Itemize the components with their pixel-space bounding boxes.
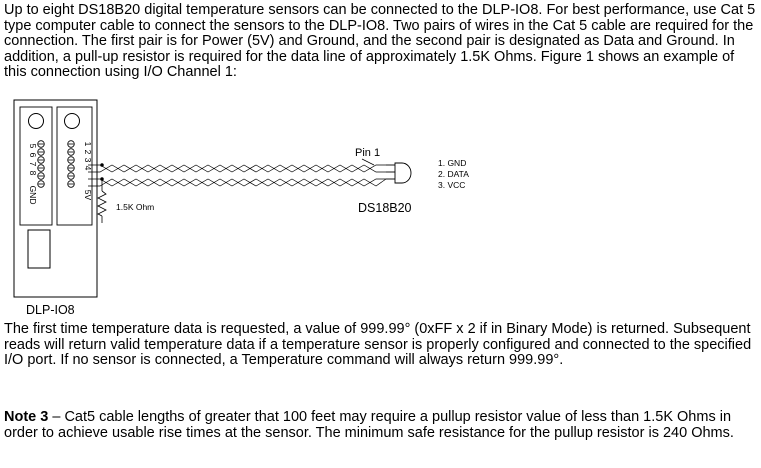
pin-label-4: 4 <box>83 165 93 171</box>
pin-label-5v: 5V <box>83 189 93 201</box>
mounting-hole-left <box>29 114 44 129</box>
pin-label-2: 2 <box>83 149 93 155</box>
ds18b20-sensor <box>386 163 411 183</box>
pin-label-3: 3 <box>83 157 93 163</box>
pin1-label: Pin 1 <box>355 147 381 159</box>
pin-label-gnd: GND <box>28 185 38 205</box>
board-label: DLP-IO8 <box>26 303 75 317</box>
pinout-data: 2. DATA <box>438 169 469 179</box>
pin-labels-left <box>28 144 38 205</box>
note-text: – Cat5 cable lengths of greater that 100 feet may require a pullup resistor value of less than 1.5K Ohms in order to achieve usable rise times at the sensor. The minimum safe resistance for the pullup resistor is 240 Ohms. <box>4 409 734 441</box>
pullup-resistor <box>98 179 106 223</box>
terminal-screws-right <box>68 141 75 188</box>
pin-label-5: 5 <box>28 143 38 149</box>
pin-labels-right <box>83 142 93 201</box>
pin-label-1: 1 <box>83 141 93 147</box>
pin1-pointer <box>362 159 374 165</box>
pinout-vcc: 3. VCC <box>438 180 466 190</box>
mounting-hole-right <box>65 114 80 129</box>
chip <box>28 230 50 268</box>
sensor-pinout <box>438 158 469 190</box>
pin-label-6: 6 <box>28 152 38 158</box>
note-paragraph <box>4 410 760 441</box>
temperature-read-paragraph: The first time temperature data is requested, a value of 999.99° (0xFF x 2 if in Binary Mode) is returned. Subsequent reads will return valid temperature data if a temperature sensor is properly configured and connected to the specified I/O port. If no sensor is connected, a Temperature command will always return 999.99°. <box>4 321 752 369</box>
resistor-label: 1.5K Ohm <box>116 202 155 212</box>
twisted-pair-cable <box>88 164 386 186</box>
pin-label-7: 7 <box>28 161 38 167</box>
figure-1-wiring-diagram <box>0 95 761 320</box>
pinout-gnd: 1. GND <box>438 158 467 168</box>
sensor-label: DS18B20 <box>358 201 412 215</box>
pin-label-8: 8 <box>28 170 38 176</box>
intro-paragraph: Up to eight DS18B20 digital temperature sensors can be connected to the DLP-IO8. For best performance, use Cat 5 type computer cable to connect the sensors to the DLP-IO8. Two pairs of wires in the Cat 5 cable are required for the connection. The first pair is for Power (5V) and Ground, and the second pair is designated as Data and Ground. In addition, a pull-up resistor is required for the data line of approximately 1.5K Ohms. Figure 1 shows an example of this connection using I/O Channel 1: <box>4 2 756 81</box>
note-label: Note 3 <box>4 409 49 425</box>
